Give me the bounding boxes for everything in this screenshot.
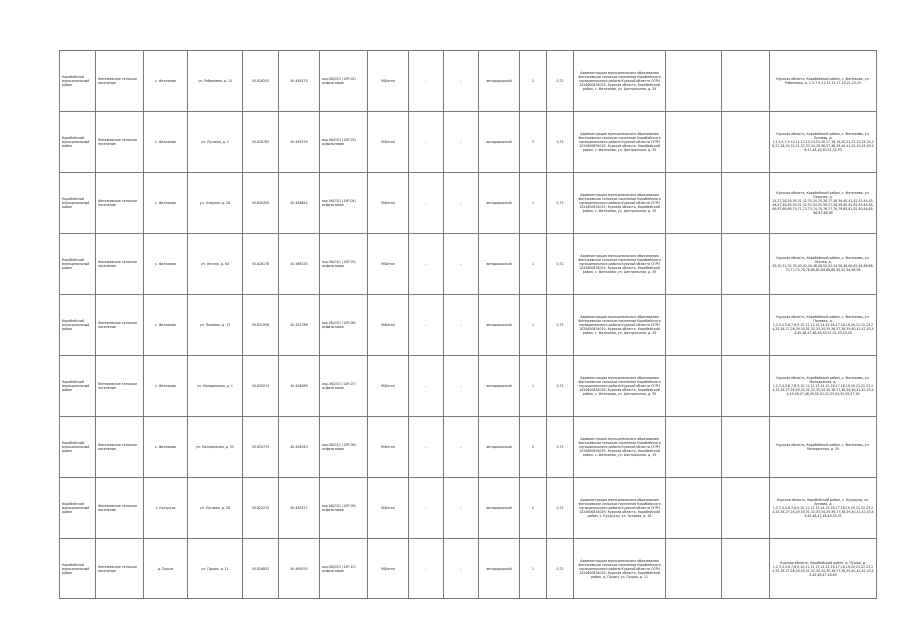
volume-cell: 0,72 (547, 51, 574, 112)
latitude-cell: 50.828785 (243, 112, 279, 173)
volume-cell: 0,72 (547, 173, 574, 234)
longitude-cell: 40.458175 (279, 51, 320, 112)
empty-cell (722, 478, 770, 539)
material-cell: М/Бетон (368, 51, 409, 112)
street-cell: ул. Молодежная, д. 35 (188, 417, 243, 478)
material-cell: М/Бетон (368, 295, 409, 356)
dash-cell: – (409, 295, 444, 356)
waste-sites-registry-table (59, 50, 877, 599)
street-cell: ул. Пушки, д. 11 (188, 539, 243, 599)
owner-cell: Администрация муниципального образования Фатежевское сельское поселение Коробейского муниципального района Курской области ОГРН 1024600834019, Курская область, Коробейский район, с. Фатежево, ул. Центральная, д. 35 (574, 51, 666, 112)
table-row (60, 539, 877, 599)
material-cell: М/Бетон (368, 234, 409, 295)
dash-cell: – (444, 173, 479, 234)
volume-cell: 0,72 (547, 417, 574, 478)
empty-cell (722, 539, 770, 599)
longitude-cell: 40.458340 (279, 417, 320, 478)
empty-cell (666, 173, 722, 234)
latitude-cell: 50.822215 (243, 478, 279, 539)
locality-cell: с. Фатежево (144, 417, 188, 478)
district-cell: Коробейский муниципальный район (60, 112, 96, 173)
table-row (60, 478, 877, 539)
empty-cell (666, 51, 722, 112)
latitude-cell: 50.831936 (243, 295, 279, 356)
dash-cell: – (409, 173, 444, 234)
street-cell: ул. Луговая, д. 28 (188, 478, 243, 539)
empty-cell (722, 356, 770, 417)
surface-cell: asp-06/23/1 (15Р-05) асфальтовое (320, 234, 368, 295)
locality-cell: с. Фатежево (144, 112, 188, 173)
locality-cell: с. Фатежево (144, 295, 188, 356)
owner-cell: Администрация муниципального образования Фатежевское сельское поселение Коробейского муниципального района Курской области ОГРН 1024600834019, Курская область, Коробейский район, с. Фатежево, ул. Центральная, д. 35 (574, 234, 666, 295)
volume-cell: 0,72 (547, 356, 574, 417)
material-cell: М/Бетон (368, 356, 409, 417)
longitude-cell: 40.466155 (279, 234, 320, 295)
street-cell: ул. Луговая, д. 2 (188, 112, 243, 173)
count-cell: 1 (520, 173, 547, 234)
volume-cell: 0,75 (547, 295, 574, 356)
owner-cell: Администрация муниципального образования Фатежевское сельское поселение Коробейского муниципального района Курской области ОГРН 1024600834019, Курская область, Коробейский район, с. Фатежево, ул. Центральная, д. 35 (574, 173, 666, 234)
count-cell: 0 (520, 478, 547, 539)
latitude-cell: 50.830455 (243, 173, 279, 234)
volume-cell: 0,72 (547, 112, 574, 173)
owner-cell: Администрация муниципального образования Фатежевское сельское поселение Коробейского муниципального района Курской области ОГРН 1024600834019, Курская область, Коробейский район, с. Кукурузы, ул. Луговая, д. 28 (574, 478, 666, 539)
latitude-cell: 50.833074 (243, 356, 279, 417)
surface-cell: asp-06/23/1 (15Р-06) асфальтовое (320, 295, 368, 356)
settlement-cell: Фатежевское сельское поселение (96, 112, 144, 173)
type-cell: автодорожный (479, 112, 520, 173)
settlement-cell: Фатежевское сельское поселение (96, 356, 144, 417)
settlement-cell: Фатежевское сельское поселение (96, 417, 144, 478)
street-cell: ул. Молодежная, д. 1 (188, 356, 243, 417)
surface-cell: asp-06/23/1 (15Р-02) асфальтовое (320, 51, 368, 112)
dash-cell: – (444, 417, 479, 478)
longitude-cell: 40.456795 (279, 112, 320, 173)
street-cell: ул. Рябиновая, д. 10 (188, 51, 243, 112)
owner-cell: Администрация муниципального образования Фатежевское сельское поселение Коробейского муниципального района Курской области ОГРН 1024600834019, Курская область, Коробейский район, с. Фатежево, ул. Центральная, д. 35 (574, 112, 666, 173)
longitude-cell: 40.458089 (279, 356, 320, 417)
type-cell: автодорожный (479, 234, 520, 295)
locality-cell: д. Пушки (144, 539, 188, 599)
dash-cell: – (409, 356, 444, 417)
served-address-cell: Курская область, Коробейский район, с. Фатежево, ул. Луговая, д. 1,2,3,5,7,9,10,11,12,13,14,15,16,17,18,19,20,21,22,23,24,25,26,27,28,29,30,31,32,33,34,35,36,37,38,39,40,41,42,43,44,45,46,47,48,49,50,51,52,53 (770, 112, 877, 173)
table-row (60, 356, 877, 417)
district-cell: Коробейский муниципальный район (60, 356, 96, 417)
material-cell: М/Бетон (368, 112, 409, 173)
type-cell: автодорожный (479, 173, 520, 234)
material-cell: М/Бетон (368, 417, 409, 478)
served-address-cell: Курская область, Коробейский район, с. Фатежево, ул. Молодежная, д. 35 (770, 417, 877, 478)
dash-cell: – (409, 539, 444, 599)
longitude-cell: 40.463427 (279, 478, 320, 539)
table-row (60, 295, 877, 356)
district-cell: Коробейский муниципальный район (60, 173, 96, 234)
count-cell: 0 (520, 417, 547, 478)
locality-cell: с. Фатежево (144, 356, 188, 417)
street-cell: ул. Полевая, д. 13 (188, 295, 243, 356)
served-address-cell: Курская область, Коробейский район, с. Фатежево, ул. Полевая, д. 1,2,3,4,5,6,7,8,9,10,11,12,13,14,15,16,17,18,19,20,21,22,23,24,25,26,27,28,29,30,31,32,33,34,35,36,37,38,39,40,41,42,43,44,45,46,47,48,49,50,51,52,53,54,55 (770, 295, 877, 356)
table-row (60, 417, 877, 478)
dash-cell: – (444, 356, 479, 417)
count-cell: 1 (520, 539, 547, 599)
owner-cell: Администрация муниципального образования Фатежевское сельское поселение Коробейского муниципального района Курской области ОГРН 1024600834019, Курская область, Коробейский район, с. Фатежево, ул. Центральная, д. 35 (574, 295, 666, 356)
count-cell: 2 (520, 51, 547, 112)
count-cell: 1 (520, 234, 547, 295)
district-cell: Коробейский муниципальный район (60, 539, 96, 599)
surface-cell: asp-06/23/1 (15Р-09) асфальтовое (320, 478, 368, 539)
latitude-cell: 50.834733 (243, 417, 279, 478)
table-row (60, 234, 877, 295)
dash-cell: – (444, 234, 479, 295)
table-body (60, 51, 877, 599)
volume-cell: 0,72 (547, 234, 574, 295)
latitude-cell: 50.826803 (243, 539, 279, 599)
locality-cell: с. Фатежево (144, 173, 188, 234)
type-cell: автодорожный (479, 356, 520, 417)
latitude-cell: 50.828205 (243, 51, 279, 112)
surface-cell: asp-06/23/1 (15Р-07) асфальтовое (320, 356, 368, 417)
served-address-cell: Курская область, Коробейский район, с. Фатежево, ул. Озерная, д. 24,27,28,29,30,31,32,33,34,35,36,37,38,39,40,41,42,43,44,45,46,47,48,49,50,51,52,53,54,55,56,57,58,59,60,61,62,63,64,65,66,67,68,69,70,71,72,73,74,75,76,77,78,79,80,81,82,83,84,85,86,87,88,89 (770, 173, 877, 234)
empty-cell (722, 295, 770, 356)
locality-cell: с. Кукурузы (144, 478, 188, 539)
surface-cell: asp-06/23/1 (15Р-08) асфальтовое (320, 417, 368, 478)
dash-cell: – (409, 51, 444, 112)
count-cell: 1 (520, 295, 547, 356)
served-address-cell: Курская область, Коробейский район, с. Фатежево, ул. Лесная, д. 25,30,31,32,35,40,42,44,46,48,50,52,54,56,58,60,62,64,66,68,70,72,74,76,78,80,82,84,86,88,90,92,94,96,98 (770, 234, 877, 295)
material-cell: М/Бетон (368, 478, 409, 539)
count-cell: 3 (520, 112, 547, 173)
dash-cell: – (444, 539, 479, 599)
district-cell: Коробейский муниципальный район (60, 295, 96, 356)
empty-cell (666, 478, 722, 539)
served-address-cell: Курская область, Коробейский район, с. Кукурузы, ул. Луговая, д. 1,2,3,4,5,6,7,8,9,10,11,12,13,14,15,16,17,18,19,20,21,22,23,24,25,26,27,28,29,30,31,32,33,34,35,36,37,38,39,40,41,42,43,44,45,46,47,48,49,50,51 (770, 478, 877, 539)
district-cell: Коробейский муниципальный район (60, 417, 96, 478)
settlement-cell: Фатежевское сельское поселение (96, 51, 144, 112)
table-row (60, 112, 877, 173)
longitude-cell: 40.458844 (279, 173, 320, 234)
dash-cell: – (444, 112, 479, 173)
served-address-cell: Курская область, Коробейский район, с. Фатежево, ул. Рябиновая, д. 1-5,7-9,11,13,15,17,19,21,23-25 (770, 51, 877, 112)
empty-cell (722, 173, 770, 234)
document-page (59, 50, 874, 599)
settlement-cell: Фатежевское сельское поселение (96, 478, 144, 539)
empty-cell (666, 234, 722, 295)
type-cell: автодорожный (479, 539, 520, 599)
locality-cell: с. Фатежево (144, 234, 188, 295)
material-cell: М/Бетон (368, 173, 409, 234)
served-address-cell: Курская область, Коробейский район, с. Фатежево, ул. Молодежная, д. 1,2,3,4,5,6,7,8,9,10,11,12,13,14,15,16,17,18,19,20,21,22,23,24,25,26,27,28,29,30,31,32,33,34,35,36,37,38,39,40,41,42,43,44,45,46,47,48,49,50,51,52,53,54,55,56,57,58 (770, 356, 877, 417)
volume-cell: 0,72 (547, 539, 574, 599)
district-cell: Коробейский муниципальный район (60, 234, 96, 295)
empty-cell (666, 112, 722, 173)
longitude-cell: 40.469250 (279, 539, 320, 599)
dash-cell: – (409, 478, 444, 539)
empty-cell (666, 417, 722, 478)
owner-cell: Администрация муниципального образования Фатежевское сельское поселение Коробейского муниципального района Курской области ОГРН 1024600834019, Курская область, Коробейский район, д. Пушки, ул. Пушки, д. 11 (574, 539, 666, 599)
empty-cell (666, 356, 722, 417)
empty-cell (722, 112, 770, 173)
empty-cell (666, 295, 722, 356)
dash-cell: – (409, 234, 444, 295)
latitude-cell: 50.826178 (243, 234, 279, 295)
dash-cell: – (444, 51, 479, 112)
dash-cell: – (444, 295, 479, 356)
surface-cell: asp-06/23/1 (15Р-10) асфальтовое (320, 539, 368, 599)
served-address-cell: Курская область, Коробейский район, д. Пушки, д. 1,2,3,4,5,6,7,8,9,10,11,12,13,14,15,16,17,18,19,20,21,22,23,24,25,26,27,28,29,30,31,32,33,34,35,36,37,38,39,40,41,42,43,44,45,46,47,48,49 (770, 539, 877, 599)
count-cell: 1 (520, 356, 547, 417)
dash-cell: – (444, 478, 479, 539)
district-cell: Коробейский муниципальный район (60, 51, 96, 112)
settlement-cell: Фатежевское сельское поселение (96, 539, 144, 599)
type-cell: автодорожный (479, 417, 520, 478)
material-cell: М/Бетон (368, 539, 409, 599)
empty-cell (722, 51, 770, 112)
street-cell: ул. Озерная, д. 28 (188, 173, 243, 234)
dash-cell: – (409, 417, 444, 478)
empty-cell (666, 539, 722, 599)
locality-cell: с. Фатежево (144, 51, 188, 112)
surface-cell: asp-06/23/1 (15Р-03) асфальтовое (320, 112, 368, 173)
empty-cell (722, 417, 770, 478)
longitude-cell: 40.452788 (279, 295, 320, 356)
table-row (60, 173, 877, 234)
settlement-cell: Фатежевское сельское поселение (96, 295, 144, 356)
type-cell: автодорожный (479, 478, 520, 539)
settlement-cell: Фатежевское сельское поселение (96, 173, 144, 234)
empty-cell (722, 234, 770, 295)
owner-cell: Администрация муниципального образования Фатежевское сельское поселение Коробейского муниципального района Курской области ОГРН 1024600834019, Курская область, Коробейский район, с. Фатежево, ул. Центральная, д. 35 (574, 356, 666, 417)
street-cell: ул. Лесная, д. 64 (188, 234, 243, 295)
volume-cell: 0,72 (547, 478, 574, 539)
type-cell: автодорожный (479, 51, 520, 112)
type-cell: автодорожный (479, 295, 520, 356)
settlement-cell: Фатежевское сельское поселение (96, 234, 144, 295)
dash-cell: – (409, 112, 444, 173)
owner-cell: Администрация муниципального образования Фатежевское сельское поселение Коробейского муниципального района Курской области ОГРН 1024600834019, Курская область, Коробейский район, с. Фатежево, ул. Центральная, д. 35 (574, 417, 666, 478)
table-row (60, 51, 877, 112)
surface-cell: asp-06/23/1 (15Р-04) асфальтовое (320, 173, 368, 234)
district-cell: Коробейский муниципальный район (60, 478, 96, 539)
